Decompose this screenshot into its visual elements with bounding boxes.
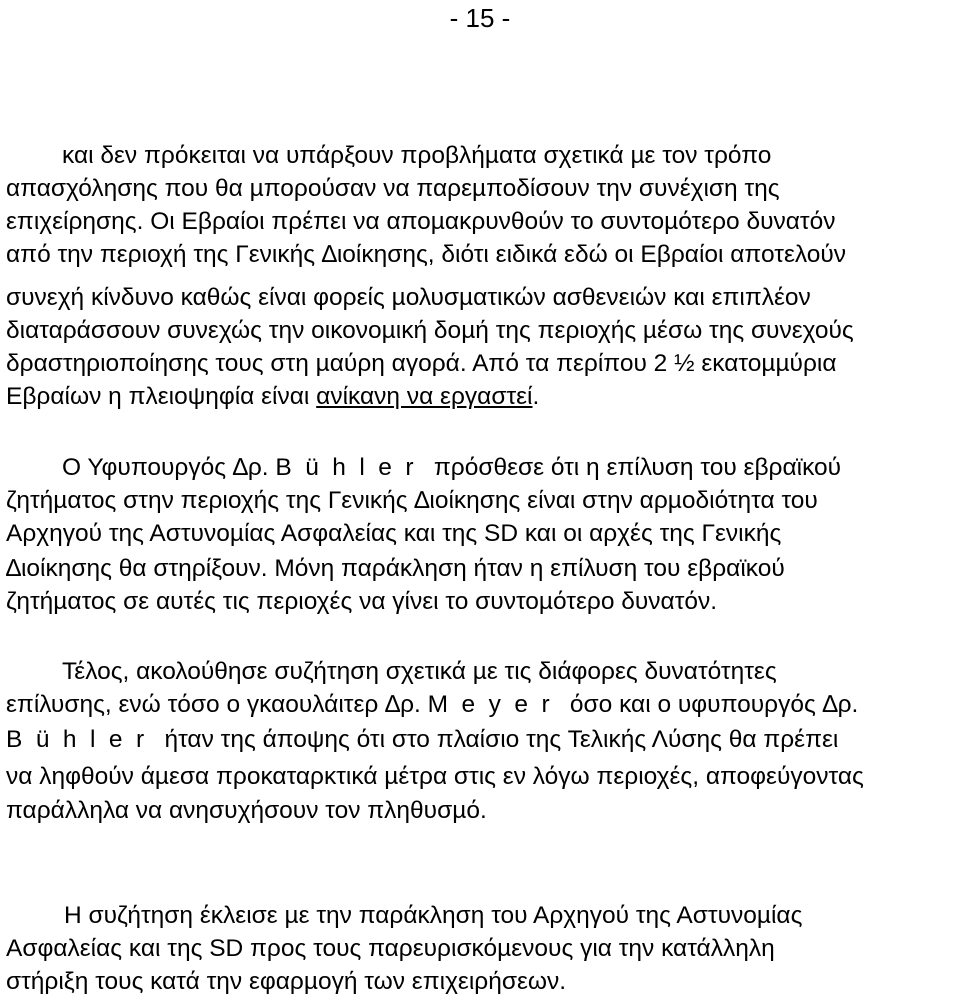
spaced-name: Meyer [427, 691, 564, 718]
text-line [62, 452, 841, 484]
underlined-text: ανίκανη να εργαστεί [316, 383, 533, 410]
text-fragment: Ο Υφυπουργός ∆ρ. [62, 454, 276, 481]
text-line: ζητήµατος σε αυτές τις περιοχές να γίνει το συντοµότερο δυνατόν. [6, 588, 718, 615]
text-line: να ληφθούν άµεσα προκαταρκτικά µέτρα στις εν λόγω περιοχές, αποφεύγοντας [6, 763, 864, 790]
text-fragment: επίλυσης, ενώ τόσο ο γκαουλάιτερ ∆ρ. [6, 691, 428, 718]
text-line: στήριξη τους κατά την εφαρµογή των επιχειρήσεων. [6, 968, 567, 995]
text-fragment: Εβραίων η πλειοψηφία είναι [6, 383, 317, 410]
text-fragment: όσο και ο υφυπουργός ∆ρ. [563, 691, 859, 718]
text-line: Η συζήτηση έκλεισε µε την παράκληση του Αρχηγού της Αστυνοµίας [64, 902, 803, 929]
text-line: Ασφαλείας και της SD προς τους παρευρισκόµενους για την κατάλληλη [6, 935, 775, 962]
text-fragment: πρόσθεσε ότι η επίλυση του εβραϊκού [427, 454, 842, 481]
text-line [6, 724, 838, 756]
text-line: απασχόλησης που θα µπορούσαν να παρεµποδίσουν την συνέχιση της [6, 175, 780, 202]
page-number: - 15 - [449, 3, 511, 33]
text-line: από την περιοχή της Γενικής ∆ιοίκησης, διότι ειδικά εδώ οι Εβραίοι αποτελούν [6, 241, 847, 268]
text-line: συνεχή κίνδυνο καθώς είναι φορείς µολυσµατικών ασθενειών και επιπλέον [6, 284, 811, 311]
text-line: ζητήµατος στην περιοχής της Γενικής ∆ιοίκησης είναι στην αρµοδιότητα του [6, 487, 818, 514]
spaced-name: Bühler [6, 726, 158, 753]
text-fragment: ήταν της άποψης ότι στο πλαίσιο της Τελικής Λύσης θα πρέπει [157, 726, 839, 753]
text-line: ∆ιοίκησης θα στηρίξουν. Μόνη παράκληση ήταν η επίλυση του εβραϊκού [6, 555, 785, 582]
spaced-name: Bühler [275, 454, 428, 481]
text-fragment: . [532, 383, 540, 410]
text-line [6, 381, 539, 413]
text-line: Τέλος, ακολούθησε συζήτηση σχετικά µε τις διάφορες δυνατότητες [62, 658, 777, 685]
text-line: παράλληλα να ανησυχήσουν τον πληθυσµό. [6, 797, 487, 824]
text-line: διαταράσσουν συνεχώς την οικονοµική δοµή της περιοχής µέσω της συνεχούς [6, 317, 854, 344]
text-line: και δεν πρόκειται να υπάρξουν προβλήµατα σχετικά µε τον τρόπο [62, 142, 772, 169]
text-line: Αρχηγού της Αστυνοµίας Ασφαλείας και της SD και οι αρχές της Γενικής [6, 520, 782, 547]
text-line [6, 689, 858, 721]
text-line: δραστηριοποίησης τους στη µαύρη αγορά. Από τα περίπου 2 ½ εκατοµµύρια [6, 350, 837, 377]
text-line: επιχείρησης. Οι Εβραίοι πρέπει να αποµακρυνθούν το συντοµότερο δυνατόν [6, 208, 836, 235]
